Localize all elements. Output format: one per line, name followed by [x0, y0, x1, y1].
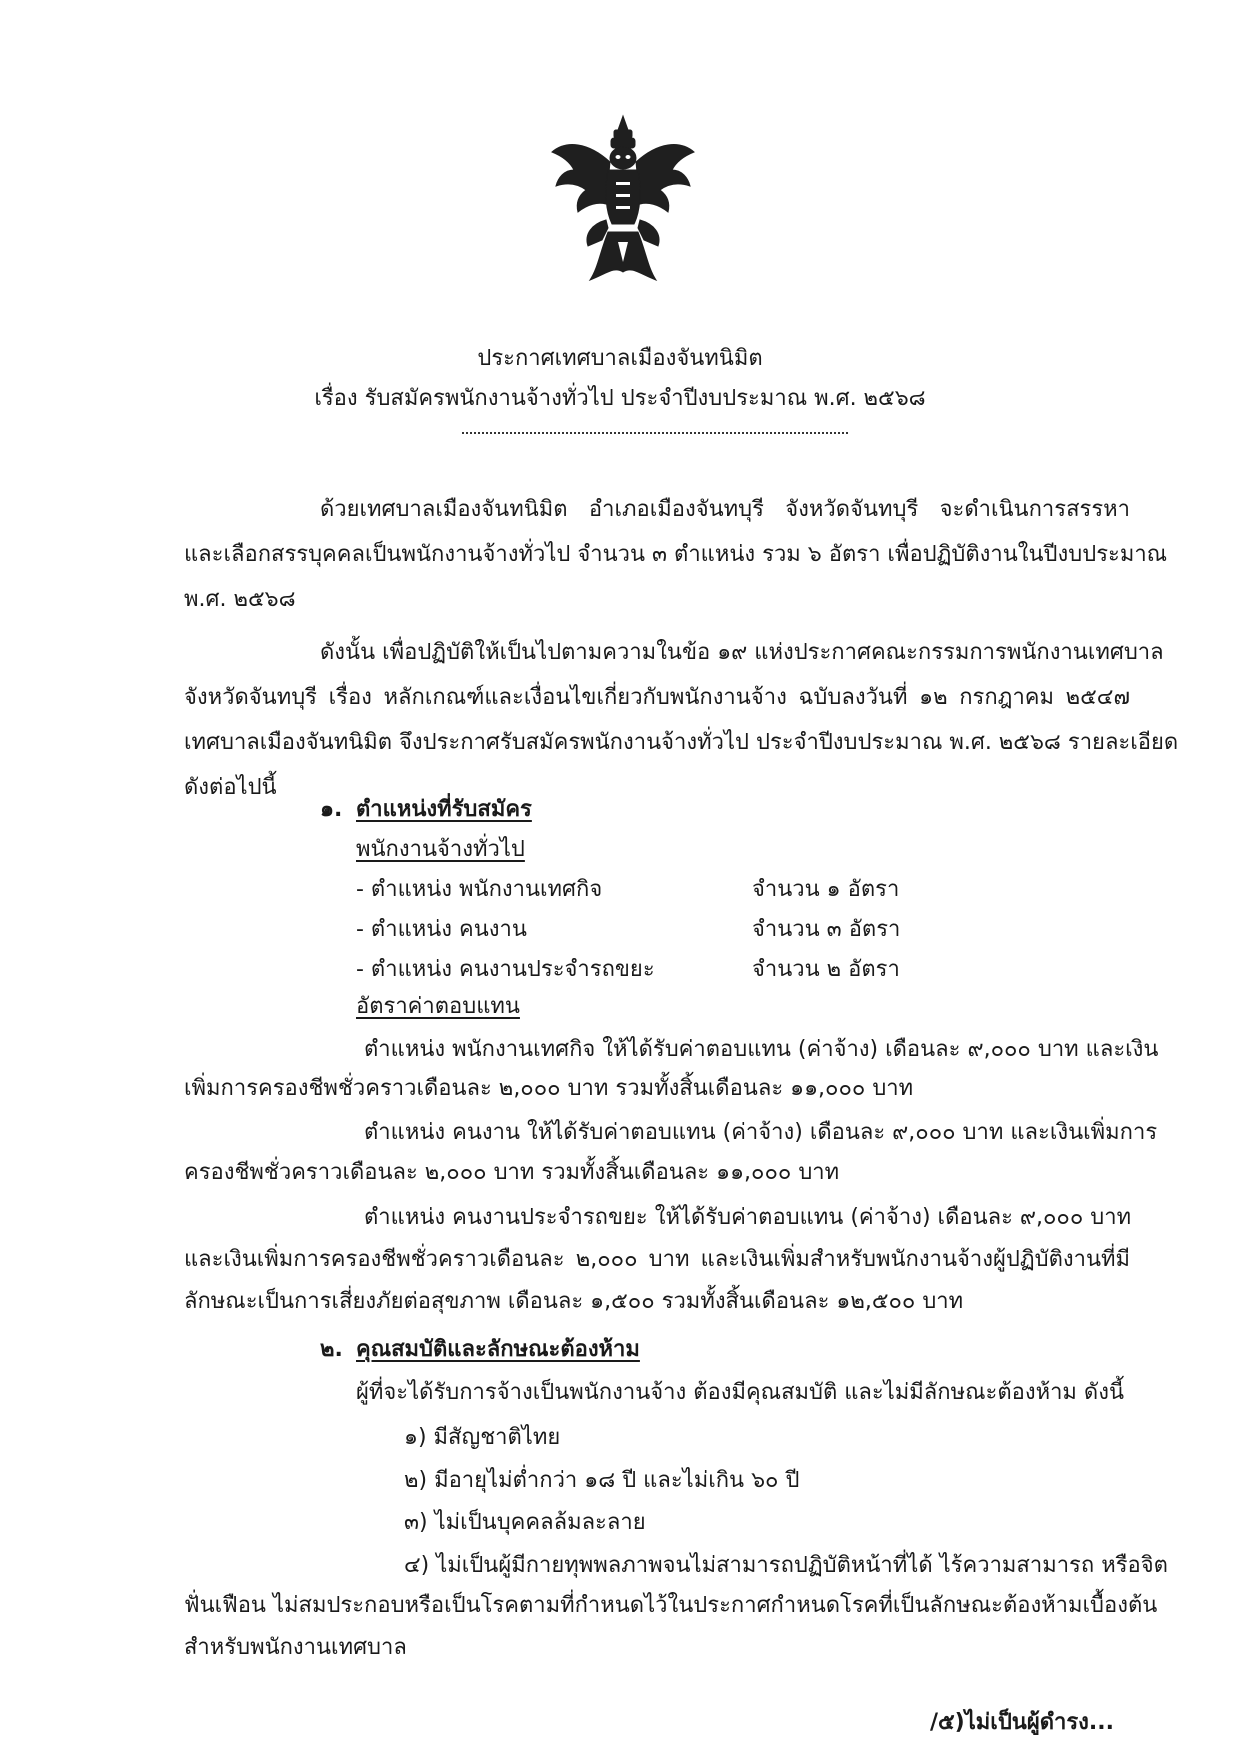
position-3-count: จำนวน ๒ อัตรา: [752, 957, 900, 982]
section1-title: ตำแหน่งที่รับสมัคร: [356, 797, 532, 822]
para2-line-3: เทศบาลเมืองจันทนิมิต จึงประกาศรับสมัครพนักงานจ้างทั่วไป ประจำปีงบประมาณ พ.ศ. ๒๕๖๘ รายละเอียด: [184, 730, 1179, 755]
section2-lead: ผู้ที่จะได้รับการจ้างเป็นพนักงานจ้าง ต้องมีคุณสมบัติ และไม่มีลักษณะต้องห้าม ดังนี้: [356, 1380, 1124, 1405]
position-2-name: - ตำแหน่ง คนงาน: [356, 917, 527, 942]
header-divider: [462, 432, 848, 434]
qualification-4-cont-1: ฟั่นเฟือน ไม่สมประกอบหรือเป็นโรคตามที่กำหนดไว้ในประกาศกำหนดโรคที่เป็นลักษณะต้องห้ามเบื้องต้น: [184, 1593, 1158, 1618]
section1-number: ๑.: [320, 797, 343, 822]
para2-line-1: ดังนั้น เพื่อปฏิบัติให้เป็นไปตามความในข้อ ๑๙ แห่งประกาศคณะกรรมการพนักงานเทศบาล: [320, 640, 1164, 665]
pay-line-5: ตำแหน่ง คนงานประจำรถขยะ ให้ได้รับค่าตอบแทน (ค่าจ้าง) เดือนละ ๙,๐๐๐ บาท: [364, 1205, 1132, 1230]
intro-line-1: ด้วยเทศบาลเมืองจันทนิมิต อำเภอเมืองจันทบุรี จังหวัดจันทบุรี จะดำเนินการสรรหา: [320, 497, 1130, 522]
pay-line-4: ครองชีพชั่วคราวเดือนละ ๒,๐๐๐ บาท รวมทั้งสิ้นเดือนละ ๑๑,๐๐๐ บาท: [184, 1160, 840, 1185]
qualification-3: ๓) ไม่เป็นบุคคลล้มละลาย: [404, 1510, 646, 1535]
page-continuation: /๕)ไม่เป็นผู้ดำรง...: [930, 1710, 1114, 1735]
position-1-count: จำนวน ๑ อัตรา: [752, 877, 900, 902]
pay-line-6: และเงินเพิ่มการครองชีพชั่วคราวเดือนละ ๒,๐๐๐ บาท และเงินเพิ่มสำหรับพนักงานจ้างผู้ปฏิบัติงานที่มี: [184, 1247, 1130, 1272]
pay-line-7: ลักษณะเป็นการเสี่ยงภัยต่อสุขภาพ เดือนละ ๑,๕๐๐ รวมทั้งสิ้นเดือนละ ๑๒,๕๐๐ บาท: [184, 1289, 964, 1314]
para2-line-4: ดังต่อไปนี้: [184, 775, 277, 800]
qualification-4: ๔) ไม่เป็นผู้มีกายทุพพลภาพจนไม่สามารถปฏิบัติหน้าที่ได้ ไร้ความสามารถ หรือจิต: [404, 1553, 1168, 1578]
garuda-emblem-icon: [548, 112, 698, 287]
qualification-2: ๒) มีอายุไม่ต่ำกว่า ๑๘ ปี และไม่เกิน ๖๐ ปี: [404, 1468, 800, 1493]
section1-subtitle: พนักงานจ้างทั่วไป: [356, 837, 525, 862]
intro-line-3: พ.ศ. ๒๕๖๘: [184, 587, 296, 612]
position-1-name: - ตำแหน่ง พนักงานเทศกิจ: [356, 877, 603, 902]
pay-line-2: เพิ่มการครองชีพชั่วคราวเดือนละ ๒,๐๐๐ บาท รวมทั้งสิ้นเดือนละ ๑๑,๐๐๐ บาท: [184, 1076, 914, 1101]
section2-title: คุณสมบัติและลักษณะต้องห้าม: [356, 1337, 640, 1362]
position-2-count: จำนวน ๓ อัตรา: [752, 917, 901, 942]
announcement-title: ประกาศเทศบาลเมืองจันทนิมิต: [477, 346, 763, 371]
para2-line-2: จังหวัดจันทบุรี เรื่อง หลักเกณฑ์และเงื่อนไขเกี่ยวกับพนักงานจ้าง ฉบับลงวันที่ ๑๒ กรกฎาคม ๒๕๔๗: [184, 685, 1130, 710]
pay-line-1: ตำแหน่ง พนักงานเทศกิจ ให้ได้รับค่าตอบแทน (ค่าจ้าง) เดือนละ ๙,๐๐๐ บาท และเงิน: [364, 1037, 1159, 1062]
qualification-4-cont-2: สำหรับพนักงานเทศบาล: [184, 1635, 407, 1660]
pay-line-3: ตำแหน่ง คนงาน ให้ได้รับค่าตอบแทน (ค่าจ้าง) เดือนละ ๙,๐๐๐ บาท และเงินเพิ่มการ: [364, 1120, 1158, 1145]
pay-title: อัตราค่าตอบแทน: [356, 994, 520, 1019]
announcement-subject: เรื่อง รับสมัครพนักงานจ้างทั่วไป ประจำปีงบประมาณ พ.ศ. ๒๕๖๘: [314, 386, 926, 411]
qualification-1: ๑) มีสัญชาติไทย: [404, 1425, 561, 1450]
position-3-name: - ตำแหน่ง คนงานประจำรถขยะ: [356, 957, 655, 982]
intro-line-2: และเลือกสรรบุคคลเป็นพนักงานจ้างทั่วไป จำนวน ๓ ตำแหน่ง รวม ๖ อัตรา เพื่อปฏิบัติงานในปีงบประมาณ: [184, 542, 1168, 567]
section2-number: ๒.: [320, 1337, 343, 1362]
